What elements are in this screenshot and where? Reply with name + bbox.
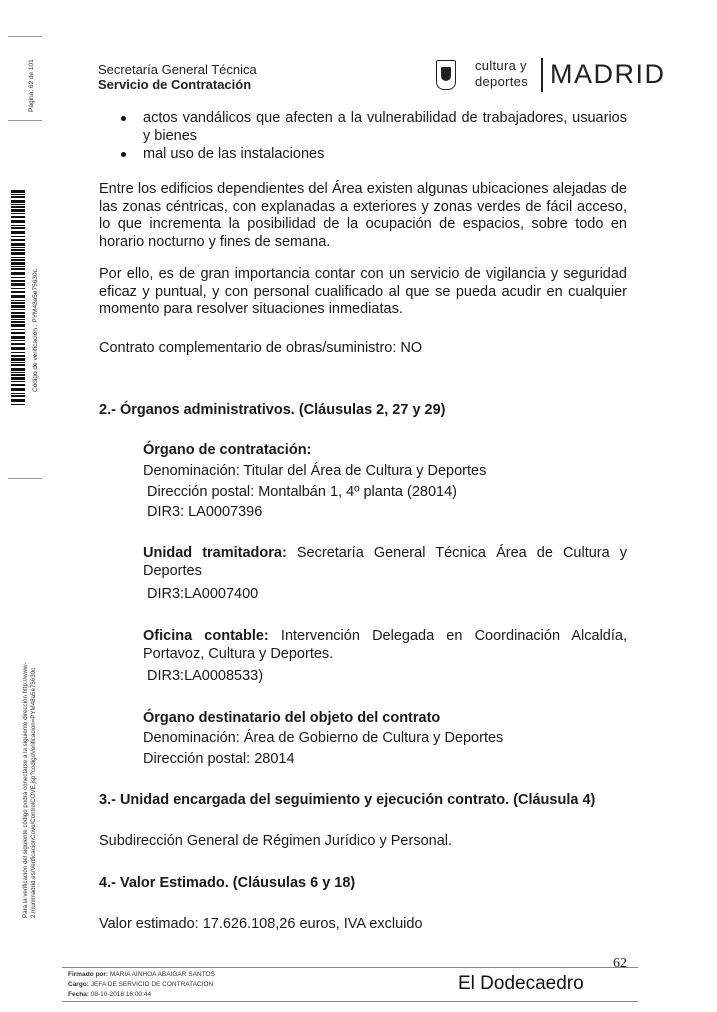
oficina-contable-label: Oficina contable: [143, 628, 269, 644]
watermark-text: El Dodecaedro [458, 973, 584, 994]
oficina-contable-text: Intervención Delegada en Coordinación Alcaldía, Portavoz, Cultura y Deportes. [143, 628, 627, 662]
organo-contratacion-direccion: Dirección postal: Montalbán 1, 4º planta (28014) [147, 484, 457, 500]
section-3-heading: 3.- Unidad encargada del seguimiento y ejecución contrato. (Cláusula 4) [99, 792, 596, 808]
barcode-stripe [11, 355, 25, 357]
organo-contratacion-title: Órgano de contratación: [143, 442, 312, 458]
barcode-stripe [11, 399, 25, 402]
cargo-line [68, 980, 213, 990]
barcode-stripe [11, 329, 25, 330]
barcode-stripe [11, 404, 25, 405]
unidad-tramitadora [143, 545, 627, 580]
barcode-stripe [11, 209, 25, 212]
verification-barcode [11, 190, 25, 405]
barcode-stripe [11, 377, 25, 380]
section-2-heading: 2.- Órganos administrativos. (Cláusulas 2, 27 y 29) [99, 402, 446, 418]
paragraph-edificios: Entre los edificios dependientes del Área existen algunas ubicaciones alejadas de las zonas céntricas, con explanadas a exteriores y zonas verdes de fácil acceso, lo que incrementa la posibilidad de la ocupación de espacios, sobre todo en horario nocturno y fines de semana. [99, 181, 627, 250]
barcode-stripe [11, 194, 25, 195]
barcode-stripe [11, 272, 25, 275]
bullet-icon [121, 152, 126, 157]
barcode-stripe [11, 393, 25, 394]
barcode-stripe [11, 231, 25, 234]
firmado-value: MARIA AINHOA ABAIGAR SANTOS [109, 971, 215, 978]
barcode-stripe [11, 266, 25, 267]
logo-deportes-text: deportes [475, 74, 528, 89]
barcode-stripe [11, 291, 25, 293]
barcode-stripe [11, 213, 25, 214]
barcode-stripe [11, 206, 25, 208]
verification-url-text: Para la verificación del siguiente código podrá conectarse a la siguiente dirección http://www-2.munimadrid.es/VerificacionCove/ControlCOVE.jsp?codigoVerificacion=PYM48a5e75630c [22, 662, 37, 918]
barcode-stripe [11, 247, 25, 248]
barcode-stripe [11, 358, 25, 361]
page-number: 62 [613, 956, 627, 971]
barcode-stripe [11, 336, 25, 339]
logo-cultura-deportes [475, 58, 528, 90]
barcode-stripe [11, 257, 25, 258]
barcode-stripe [11, 236, 25, 237]
paragraph-vigilancia: Por ello, es de gran importancia contar con un servicio de vigilancia y seguridad eficaz y puntual, y con personal cualificado al que se pueda acudir en cualquier momento para resolver situaciones inmediatas. [99, 266, 627, 318]
barcode-stripe [11, 309, 25, 310]
barcode-stripe [11, 347, 25, 350]
barcode-stripe [11, 268, 25, 270]
fecha-value: 08-10-2018 16:00:44 [90, 991, 152, 998]
barcode-stripe [11, 388, 25, 391]
strip-divider [8, 478, 42, 479]
barcode-stripe [11, 364, 25, 366]
barcode-stripe [11, 225, 25, 226]
barcode-stripe [11, 243, 25, 246]
document-header-org [98, 62, 257, 92]
barcode-stripe [11, 312, 25, 314]
barcode-stripe [11, 302, 25, 304]
barcode-stripe [11, 283, 25, 286]
fecha-line [68, 990, 151, 1000]
barcode-stripe [11, 321, 25, 323]
barcode-stripe [11, 305, 25, 308]
logo-separator [541, 58, 543, 92]
barcode-stripe [11, 259, 25, 261]
organo-contratacion-denominacion: Denominación: Titular del Área de Cultura y Deportes [143, 463, 487, 479]
cargo-label: Cargo: [68, 981, 89, 988]
barcode-stripe [11, 252, 25, 255]
unidad-tramitadora-dir3: DIR3:LA0007400 [147, 586, 259, 602]
barcode-stripe [11, 300, 25, 301]
barcode-stripe [11, 196, 25, 198]
barcode-stripe [11, 280, 25, 282]
organo-destinatario-denominacion: Denominación: Área de Gobierno de Cultura y Deportes [143, 730, 504, 746]
bullet-icon [121, 116, 126, 121]
fecha-label: Fecha: [68, 991, 89, 998]
section-4-heading: 4.- Valor Estimado. (Cláusulas 6 y 18) [99, 875, 356, 891]
organo-contratacion-dir3: DIR3: LA0007396 [147, 504, 263, 520]
barcode-stripe [11, 368, 25, 371]
barcode-stripe [11, 190, 25, 193]
footer-bottom-rule [62, 1001, 638, 1002]
madrid-coat-of-arms-icon [436, 60, 456, 90]
barcode-stripe [11, 200, 25, 203]
barcode-stripe [11, 220, 25, 223]
unidad-tramitadora-label: Unidad tramitadora: [143, 545, 287, 561]
section-3-text: Subdirección General de Régimen Jurídico y Personal. [99, 833, 453, 849]
firmado-label: Firmado por: [68, 971, 109, 978]
org-servicio: Servicio de Contratación [98, 77, 252, 92]
logo-madrid-text: MADRID [550, 59, 666, 89]
barcode-stripe [11, 343, 25, 345]
barcode-stripe [11, 262, 25, 265]
barcode-stripe [11, 395, 25, 397]
cargo-value: JEFA DE SERVICIO DE CONTRATACION [90, 981, 214, 988]
barcode-stripe [11, 204, 25, 205]
barcode-stripe [11, 295, 25, 298]
org-secretaria: Secretaría General Técnica [98, 62, 257, 77]
barcode-stripe [11, 372, 25, 373]
barcode-stripe [11, 319, 25, 320]
logo-cultura-text: cultura y [475, 58, 527, 73]
section-4-text: Valor estimado: 17.626.108,26 euros, IVA excluido [99, 916, 423, 932]
barcode-stripe [11, 216, 25, 218]
oficina-contable-dir3: DIR3:LA0008533) [147, 668, 264, 684]
barcode-stripe [11, 324, 25, 327]
page-count-label: Página: 62 de 101 [28, 59, 35, 112]
oficina-contable [143, 628, 627, 663]
unidad-tramitadora-text: Secretaría General Técnica Área de Cultura y Deportes [143, 545, 628, 579]
firmado-line [68, 970, 215, 980]
barcode-stripe [11, 362, 25, 363]
barcode-stripe [11, 381, 25, 382]
list-item [115, 110, 627, 146]
organo-destinatario-title: Órgano destinatario del objeto del contrato [143, 710, 441, 726]
verification-code-label: Código de verificación : PYM48a5e75630c [32, 269, 39, 392]
barcode-stripe [11, 374, 25, 376]
barcode-stripe [11, 227, 25, 229]
barcode-stripe [11, 340, 25, 341]
barcode-stripe [11, 239, 25, 241]
contrato-complementario: Contrato complementario de obras/suministro: NO [99, 340, 423, 356]
barcode-stripe [11, 288, 25, 289]
strip-divider [8, 36, 42, 37]
barcode-stripe [11, 249, 25, 251]
barcode-stripe [11, 352, 25, 353]
list-item [115, 146, 627, 164]
strip-divider [8, 120, 42, 121]
organo-destinatario-direccion: Dirección postal: 28014 [143, 751, 295, 767]
bullet-text: mal uso de las instalaciones [143, 146, 325, 162]
barcode-stripe [11, 384, 25, 386]
barcode-stripe [11, 277, 25, 278]
bullet-text: actos vandálicos que afecten a la vulnerabilidad de trabajadores, usuarios y bienes [143, 110, 627, 144]
barcode-stripe [11, 315, 25, 318]
barcode-stripe [11, 332, 25, 334]
